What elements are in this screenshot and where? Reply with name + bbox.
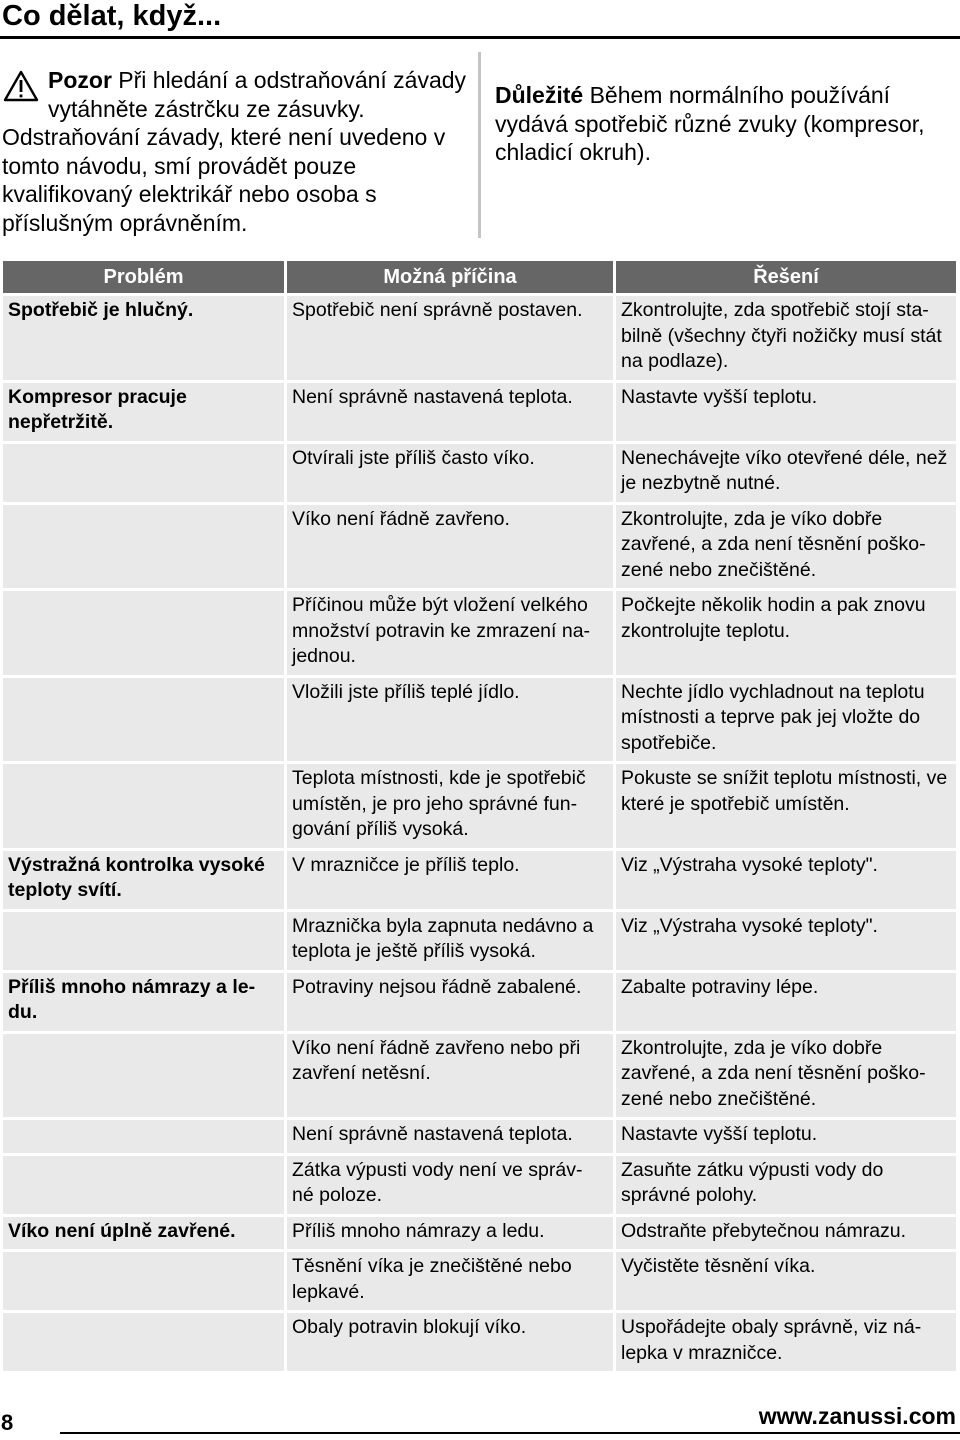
table-row [3,383,956,441]
problem-cell: Spotřebič je hlučný. [3,296,284,380]
problem-cell [3,912,284,970]
solution-cell: Nastavte vyšší teplotu. [616,383,956,441]
solution-cell: Zkontrolujte, zda je víko dobře zavřené, a zda není těsnění poško- zené nebo znečištěné. [616,505,956,589]
important-text: Během normálního používání vydává spotřebič různé zvuky (kompresor, chladicí okruh). [495,82,925,165]
problem-cell [3,591,284,675]
solution-cell: Zkontrolujte, zda spotřebič stojí sta- bilně (všechny čtyři nožičky musí stát na podlaze). [616,296,956,380]
solution-cell: Uspořádejte obaly správně, viz ná- lepka v mrazničce. [616,1313,956,1371]
problem-cell [3,764,284,848]
solution-cell: Nastavte vyšší teplotu. [616,1120,956,1153]
table-row [3,973,956,1031]
important-notice [495,81,950,167]
cause-cell: Zátka výpusti vody není ve správ- né poloze. [287,1156,613,1214]
solution-cell: Vyčistěte těsnění víka. [616,1252,956,1310]
solution-cell: Nechte jídlo vychladnout na teplotu místnosti a teprve pak jej vložte do spotřebiče. [616,678,956,762]
cause-cell: Mraznička byla zapnuta nedávno a teplota je ještě příliš vysoká. [287,912,613,970]
cause-cell: Víko není řádně zavřeno nebo při zavření netěsní. [287,1034,613,1118]
page-title: Co dělat, když... [2,0,222,32]
problem-cell: Výstražná kontrolka vysoké teploty svítí. [3,851,284,909]
warning-text-rest: Odstraňování závady, které není uvedeno v tomto návodu, smí provádět pouze kvalifikovaný elektrikář nebo osoba s příslušným oprávněním. [2,124,446,236]
warning-triangle-icon [3,70,39,102]
cause-cell: Těsnění víka je znečištěné nebo lepkavé. [287,1252,613,1310]
problem-cell [3,1034,284,1118]
cause-cell: Příčinou může být vložení velkého množství potravin ke zmrazení na- jednou. [287,591,613,675]
table-row [3,912,956,970]
warning-notice [2,66,472,237]
solution-cell: Zkontrolujte, zda je víko dobře zavřené, a zda není těsnění poško- zené nebo znečištěné. [616,1034,956,1118]
solution-cell: Zasuňte zátku výpusti vody do správné polohy. [616,1156,956,1214]
website-link: www.zanussi.com [758,1403,956,1429]
problem-cell: Příliš mnoho námrazy a le- du. [3,973,284,1031]
problem-cell [3,1120,284,1153]
cause-cell: Potraviny nejsou řádně zabalené. [287,973,613,1031]
table-row [3,444,956,502]
table-row [3,1034,956,1118]
cause-cell: Teplota místnosti, kde je spotřebič umístěn, je pro jeho správné fun- gování příliš vysoká. [287,764,613,848]
notice-divider [478,52,481,238]
cause-cell: Není správně nastavená teplota. [287,1120,613,1153]
problem-cell [3,444,284,502]
cause-cell: Vložili jste příliš teplé jídlo. [287,678,613,762]
troubleshooting-table [0,258,959,1374]
problem-cell [3,1252,284,1310]
solution-cell: Zabalte potraviny lépe. [616,973,956,1031]
cause-cell: Spotřebič není správně postaven. [287,296,613,380]
cause-cell: Příliš mnoho námrazy a ledu. [287,1217,613,1250]
cause-cell: Otvírali jste příliš často víko. [287,444,613,502]
table-row [3,1313,956,1371]
footer-rule [60,1432,960,1434]
table-row [3,764,956,848]
solution-cell: Pokuste se snížit teplotu místnosti, ve které je spotřebič umístěn. [616,764,956,848]
cause-cell: Obaly potravin blokují víko. [287,1313,613,1371]
title-underline [0,36,960,39]
problem-cell: Víko není úplně zavřené. [3,1217,284,1250]
table-row [3,1217,956,1250]
warning-label: Pozor [48,67,112,93]
header-solution: Řešení [616,261,956,293]
table-row [3,1156,956,1214]
page-number: 8 [1,1410,14,1435]
solution-cell: Viz „Výstraha vysoké teploty". [616,912,956,970]
cause-cell: V mrazničce je příliš teplo. [287,851,613,909]
problem-cell [3,1156,284,1214]
problem-cell [3,1313,284,1371]
solution-cell: Počkejte několik hodin a pak znovu zkontrolujte teplotu. [616,591,956,675]
solution-cell: Odstraňte přebytečnou námrazu. [616,1217,956,1250]
header-cause: Možná příčina [287,261,613,293]
table-row [3,1120,956,1153]
important-label: Důležité [495,82,584,108]
table-row [3,851,956,909]
solution-cell: Nenechávejte víko otevřené déle, než je nezbytně nutné. [616,444,956,502]
problem-cell: Kompresor pracuje nepřetržitě. [3,383,284,441]
header-problem: Problém [3,261,284,293]
table-row [3,296,956,380]
problem-cell [3,678,284,762]
solution-cell: Viz „Výstraha vysoké teploty". [616,851,956,909]
table-row [3,505,956,589]
cause-cell: Víko není řádně zavřeno. [287,505,613,589]
warning-text-first: Při hledání a odstraňování závady vytáhněte zástrčku ze zásuvky. [48,67,467,122]
table-row [3,1252,956,1310]
problem-cell [3,505,284,589]
table-header-row [3,261,956,293]
cause-cell: Není správně nastavená teplota. [287,383,613,441]
table-row [3,678,956,762]
table-row [3,591,956,675]
